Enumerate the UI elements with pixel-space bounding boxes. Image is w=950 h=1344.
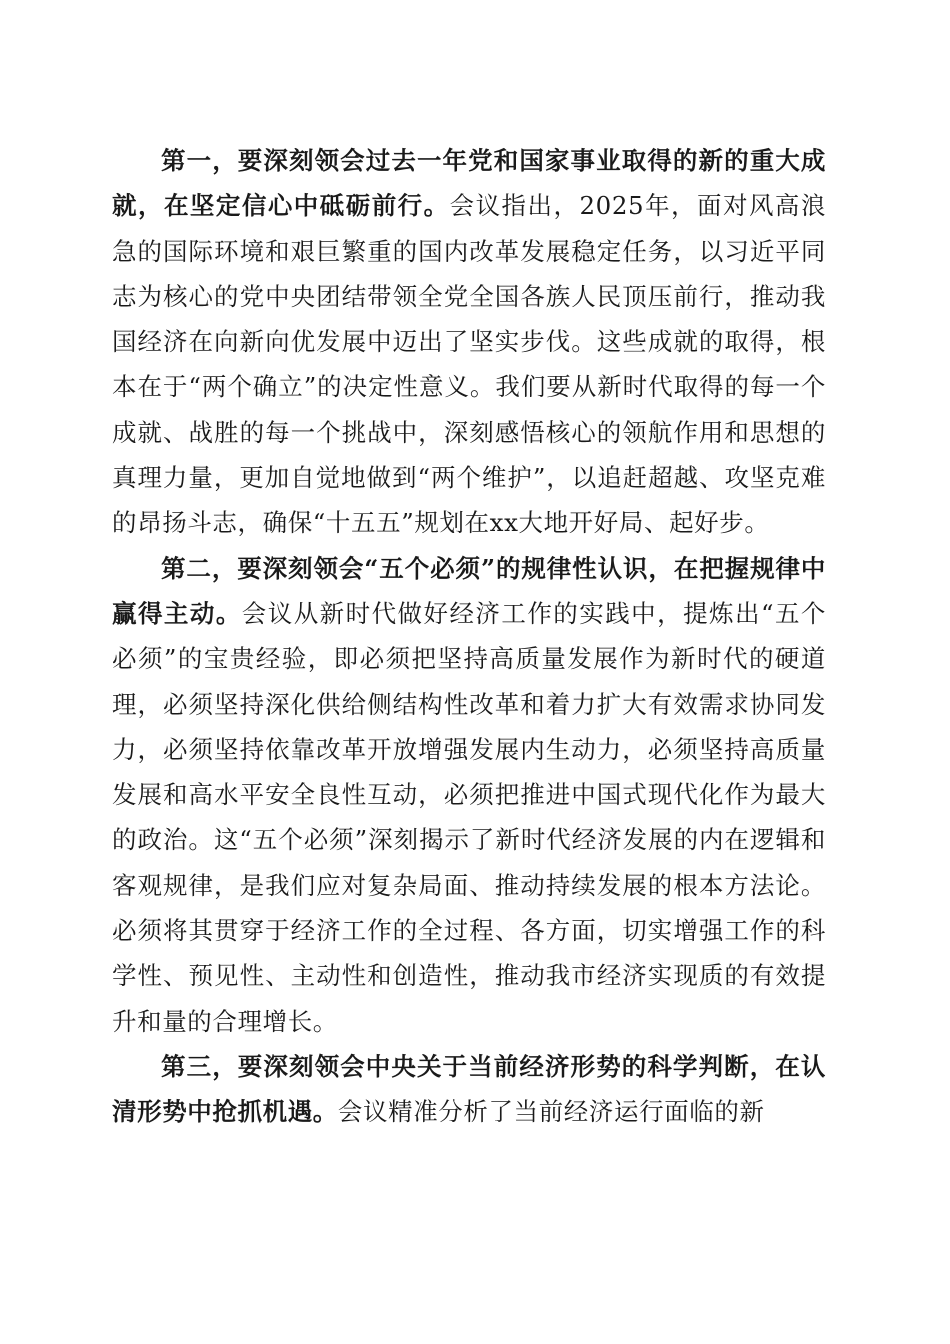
paragraph-2-lead: 第二，要深刻领会“五个必须”的规律性认识，在把握规律中赢得主动。 [112,553,826,628]
document-body [112,138,826,1135]
paragraph-2 [112,546,826,1044]
paragraph-3 [112,1044,826,1135]
paragraph-1-lead: 第一，要深刻领会过去一年党和国家事业取得的新的重大成就，在坚定信心中砥砺前行。 [112,146,826,221]
paragraph-3-lead: 第三，要深刻领会中央关于当前经济形势的科学判断，在认清形势中抢抓机遇。 [112,1051,826,1127]
paragraph-3-body: 会议精准分析了当前经济运行面临的新 [337,1097,765,1127]
paragraph-1-body: 会议指出，2025年，面对风高浪急的国际环境和艰巨繁重的国内改革发展稳定任务，以习近平同志为核心的党中央团结带领全党全国各族人民顶压前行，推动我国经济在向新向优发展中迈出了坚实步伐。这些成就的取得，根本在于“两个确立”的决定性意义。我们要从新时代取得的每一个成就、战胜的每一个挑战中，深刻感悟核心的领航作用和思想的真理力量，更加自觉地做到“两个维护”，以追赶超越、攻坚克难的昂扬斗志，确保“十五五”规划在xx大地开好局、起好步。 [112,191,826,538]
paragraph-2-body: 会议从新时代做好经济工作的实践中，提炼出“五个必须”的宝贵经验，即必须把坚持高质量发展作为新时代的硬道理，必须坚持深化供给侧结构性改革和着力扩大有效需求协同发力，必须坚持依靠改革开放增强发展内生动力，必须坚持高质量发展和高水平安全良性互动，必须把推进中国式现代化作为最大的政治。这“五个必须”深刻揭示了新时代经济发展的内在逻辑和客观规律，是我们应对复杂局面、推动持续发展的根本方法论。必须将其贯穿于经济工作的全过程、各方面，切实增强工作的科学性、预见性、主动性和创造性，推动我市经济实现质的有效提升和量的合理增长。 [112,598,827,1036]
paragraph-1 [112,138,826,546]
